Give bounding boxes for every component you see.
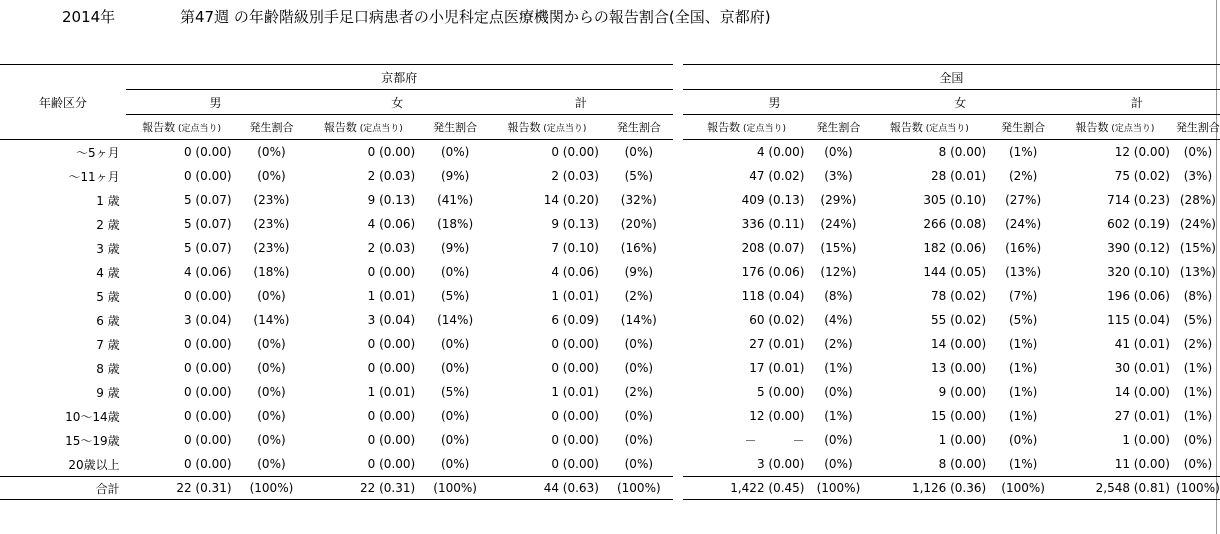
table-body [0,65,1220,500]
ratio-cell: (2%) [624,289,654,303]
region-header-national: 全国 [683,65,1220,90]
ratio-cell: (24%) [1179,217,1216,231]
report-count-cell: 4 (0.06) [551,265,599,279]
age-column-header: 年齢区分 [0,65,126,140]
table-row [0,404,1220,428]
ratio-cell: (0%) [624,361,654,375]
per-sentinel-label: (定点当り) [740,124,787,134]
table-row [0,380,1220,404]
column-gap [673,380,683,404]
column-gap [673,188,683,212]
per-sentinel-label: (定点当り) [922,124,969,134]
report-count-cell: － － [744,433,805,448]
ratio-cell: (0%) [824,433,853,447]
report-count-cell: 144 (0.05) [923,265,987,279]
ratio-cell: (0%) [440,409,470,423]
table-row [0,452,1220,477]
ratio-cell: (0%) [1183,457,1213,471]
report-count-cell: 196 (0.06) [1107,289,1170,303]
ratio-cell: (1%) [1183,361,1213,375]
report-count-cell: 12 (0.00) [1114,145,1170,159]
report-count-cell: 305 (0.10) [923,193,987,207]
ratio-cell: (8%) [1183,289,1213,303]
report-count-cell: 44 (0.63) [489,477,605,500]
ratio-cell: (9%) [624,265,654,279]
report-count-cell: 266 (0.08) [923,217,987,231]
ratio-cell: (14%) [620,313,657,327]
ratio-header: 発生割合 [992,115,1054,140]
ratio-cell: (0%) [257,145,286,159]
report-count-cell: 7 (0.10) [551,241,599,255]
report-count-cell: 176 (0.06) [741,265,805,279]
ratio-cell: (18%) [253,265,290,279]
ratio-cell: (3%) [824,169,853,183]
ratio-cell: (0%) [824,457,853,471]
report-count-cell: 41 (0.01) [1114,337,1170,351]
table-row [0,428,1220,452]
column-gap [673,308,683,332]
column-gap [673,284,683,308]
age-label: 7 歳 [96,337,120,352]
ratio-header: 発生割合 [810,115,866,140]
column-gap [673,115,683,140]
report-count-cell: 75 (0.02) [1114,169,1170,183]
age-label: 5 歳 [96,289,120,304]
report-count-cell: 1 (0.00) [938,433,987,447]
per-sentinel-label: (定点当り) [540,124,587,134]
age-label: 4 歳 [96,265,120,280]
column-gap [673,260,683,284]
age-label: 10～14歳 [65,409,120,424]
ratio-cell: (0%) [824,385,853,399]
table-row [0,140,1220,165]
ratio-cell: (14%) [437,313,474,327]
column-gap [673,90,683,115]
table-row [0,188,1220,212]
report-count-cell: 0 (0.00) [183,457,232,471]
table-row [0,284,1220,308]
report-count-cell: 8 (0.00) [938,457,987,471]
report-count-cell: 55 (0.02) [931,313,987,327]
ratio-cell: (9%) [440,241,470,255]
age-label: 2 歳 [96,217,120,232]
report-count-cell: 0 (0.00) [367,409,416,423]
sex-header-total: 計 [489,90,673,115]
reports-label: 報告数 [142,121,176,134]
report-count-cell: 9 (0.13) [551,217,599,231]
report-count-cell: 320 (0.10) [1107,265,1170,279]
report-count-cell: 0 (0.00) [367,457,416,471]
ratio-cell: (1%) [1008,337,1038,351]
report-count-cell: 1,422 (0.45) [683,477,811,500]
column-gap [673,236,683,260]
report-count-cell: 390 (0.12) [1107,241,1170,255]
total-label: 合計 [0,477,126,500]
report-count-cell: 0 (0.00) [183,289,232,303]
report-count-cell: 0 (0.00) [183,385,232,399]
report-count-cell: 0 (0.00) [551,457,599,471]
report-count-cell: 0 (0.00) [183,409,232,423]
ratio-cell: (15%) [1179,241,1216,255]
ratio-cell: (100%) [421,477,489,500]
report-count-cell: 0 (0.00) [551,409,599,423]
report-count-cell: 14 (0.20) [543,193,599,207]
report-count-cell: 15 (0.00) [931,409,987,423]
ratio-cell: (1%) [1008,361,1038,375]
report-count-cell: 22 (0.31) [305,477,421,500]
report-count-cell: 2 (0.03) [367,169,416,183]
ratio-cell: (0%) [257,169,286,183]
report-count-cell: 3 (0.04) [183,313,232,327]
ratio-header: 発生割合 [238,115,306,140]
table-row [0,332,1220,356]
report-count-cell: 78 (0.02) [931,289,987,303]
report-count-cell: 22 (0.31) [126,477,238,500]
ratio-cell: (1%) [1183,409,1213,423]
ratio-cell: (5%) [1183,313,1213,327]
ratio-cell: (1%) [824,361,853,375]
ratio-cell: (2%) [1008,169,1038,183]
report-count-cell: 4 (0.06) [367,217,416,231]
report-count-cell: 60 (0.02) [749,313,805,327]
ratio-cell: (0%) [824,145,853,159]
ratio-cell: (0%) [440,145,470,159]
ratio-cell: (15%) [820,241,857,255]
ratio-cell: (9%) [440,169,470,183]
table-row [0,236,1220,260]
ratio-cell: (0%) [440,433,470,447]
reports-per-sentinel-header [126,115,238,140]
column-gap [673,332,683,356]
sex-header-female: 女 [305,90,489,115]
ratio-cell: (0%) [624,145,654,159]
ratio-cell: (24%) [820,217,857,231]
ratio-cell: (1%) [1183,385,1213,399]
age-label: ～11ヶ月 [68,169,120,184]
ratio-cell: (5%) [440,385,470,399]
reports-per-sentinel-header [489,115,605,140]
report-count-cell: 5 (0.07) [183,241,232,255]
ratio-cell: (0%) [624,457,654,471]
report-count-cell: 27 (0.01) [1114,409,1170,423]
age-label: 1 歳 [96,193,120,208]
ratio-cell: (1%) [1008,457,1038,471]
ratio-cell: (100%) [1176,477,1220,500]
per-sentinel-label: (定点当り) [356,124,403,134]
per-sentinel-label: (定点当り) [1108,124,1155,134]
report-count-cell: 12 (0.00) [749,409,805,423]
report-count-cell: 9 (0.00) [938,385,987,399]
report-count-cell: 6 (0.09) [551,313,599,327]
ratio-cell: (23%) [253,193,290,207]
column-gap [673,452,683,477]
ratio-cell: (0%) [257,457,286,471]
report-count-cell: 1 (0.01) [367,289,416,303]
ratio-cell: (100%) [238,477,306,500]
report-count-cell: 0 (0.00) [367,145,416,159]
ratio-cell: (24%) [1005,217,1042,231]
ratio-cell: (16%) [1005,241,1042,255]
ratio-cell: (20%) [620,217,657,231]
ratio-cell: (2%) [1183,337,1213,351]
ratio-cell: (0%) [440,457,470,471]
ratio-cell: (0%) [257,409,286,423]
age-label: 9 歳 [96,385,120,400]
column-gap [673,212,683,236]
ratio-cell: (0%) [257,337,286,351]
report-count-cell: 0 (0.00) [551,337,599,351]
report-count-cell: 28 (0.01) [931,169,987,183]
report-count-cell: 47 (0.02) [749,169,805,183]
report-count-cell: 14 (0.00) [931,337,987,351]
ratio-cell: (3%) [1183,169,1213,183]
ratio-cell: (23%) [253,241,290,255]
age-label: ～5ヶ月 [76,145,120,160]
sex-header-male: 男 [126,90,306,115]
report-count-cell: 602 (0.19) [1107,217,1170,231]
column-gap [673,356,683,380]
title-bar [0,0,1220,40]
page-title: 第47週 の年齢階級別手足口病患者の小児科定点医療機関からの報告割合(全国、京都府) [180,8,771,26]
ratio-cell: (100%) [992,477,1054,500]
reports-per-sentinel-header [1054,115,1176,140]
report-count-cell: 0 (0.00) [551,361,599,375]
report-count-cell: 0 (0.00) [183,361,232,375]
ratio-cell: (32%) [620,193,657,207]
sex-header-total: 計 [1054,90,1220,115]
report-count-cell: 182 (0.06) [923,241,987,255]
age-label: 8 歳 [96,361,120,376]
ratio-cell: (29%) [820,193,857,207]
report-count-cell: 5 (0.00) [756,385,805,399]
ratio-header: 発生割合 [605,115,673,140]
ratio-cell: (4%) [824,313,853,327]
ratio-cell: (0%) [1183,433,1213,447]
report-count-cell: 14 (0.00) [1114,385,1170,399]
report-count-cell: 1 (0.01) [551,385,599,399]
reports-per-sentinel-header [305,115,421,140]
ratio-cell: (1%) [824,409,853,423]
reports-label: 報告数 [323,121,357,134]
ratio-cell: (0%) [624,409,654,423]
age-label: 20歳以上 [68,457,120,472]
report-count-cell: 4 (0.06) [183,265,232,279]
report-count-cell: 0 (0.00) [367,265,416,279]
sex-header-male: 男 [683,90,867,115]
report-count-cell: 8 (0.00) [938,145,987,159]
report-count-cell: 2 (0.03) [551,169,599,183]
ratio-cell: (23%) [253,217,290,231]
report-table [0,64,1220,500]
total-row [0,477,1220,500]
ratio-cell: (0%) [257,385,286,399]
report-count-cell: 17 (0.01) [749,361,805,375]
table-row [0,356,1220,380]
ratio-cell: (100%) [605,477,673,500]
column-gap [673,140,683,165]
ratio-cell: (12%) [820,265,857,279]
report-count-cell: 13 (0.00) [931,361,987,375]
ratio-cell: (0%) [624,433,654,447]
ratio-cell: (2%) [824,337,853,351]
ratio-cell: (13%) [1005,265,1042,279]
column-gap [673,404,683,428]
table-row [0,212,1220,236]
reports-label: 報告数 [1075,121,1109,134]
report-count-cell: 0 (0.00) [367,361,416,375]
ratio-cell: (7%) [1008,289,1038,303]
ratio-cell: (41%) [437,193,474,207]
report-count-cell: 11 (0.00) [1114,457,1170,471]
table-row [0,260,1220,284]
ratio-cell: (5%) [1008,313,1038,327]
reports-label: 報告数 [507,121,541,134]
report-count-cell: 1 (0.00) [1122,433,1170,447]
report-count-cell: 0 (0.00) [367,433,416,447]
age-label: 3 歳 [96,241,120,256]
column-gap [673,164,683,188]
report-count-cell: 27 (0.01) [749,337,805,351]
age-label: 15～19歳 [65,433,120,448]
ratio-cell: (0%) [257,361,286,375]
column-gap [673,65,683,90]
report-count-cell: 1,126 (0.36) [866,477,992,500]
ratio-cell: (18%) [437,217,474,231]
reports-per-sentinel-header [683,115,811,140]
per-sentinel-label: (定点当り) [175,124,222,134]
year-label: 2014年 [62,8,116,26]
ratio-cell: (27%) [1005,193,1042,207]
ratio-cell: (2%) [624,385,654,399]
ratio-cell: (0%) [440,265,470,279]
ratio-cell: (0%) [624,337,654,351]
report-count-cell: 0 (0.00) [183,169,232,183]
reports-label: 報告数 [889,121,923,134]
column-gap [673,477,683,500]
report-count-cell: 0 (0.00) [183,433,232,447]
report-count-cell: 118 (0.04) [741,289,805,303]
ratio-cell: (28%) [1179,193,1216,207]
report-count-cell: 336 (0.11) [741,217,805,231]
report-count-cell: 4 (0.00) [756,145,805,159]
sex-header-female: 女 [866,90,1054,115]
report-count-cell: 0 (0.00) [367,337,416,351]
ratio-cell: (13%) [1179,265,1216,279]
column-gap [673,428,683,452]
ratio-cell: (1%) [1008,409,1038,423]
report-count-cell: 5 (0.07) [183,193,232,207]
ratio-cell: (0%) [257,433,286,447]
report-count-cell: 2 (0.03) [367,241,416,255]
ratio-cell: (14%) [253,313,290,327]
region-header-kyoto: 京都府 [126,65,673,90]
report-count-cell: 2,548 (0.81) [1054,477,1176,500]
report-count-cell: 30 (0.01) [1114,361,1170,375]
ratio-cell: (0%) [1008,433,1038,447]
ratio-cell: (0%) [257,289,286,303]
ratio-cell: (1%) [1008,145,1038,159]
report-count-cell: 1 (0.01) [367,385,416,399]
ratio-header: 発生割合 [1176,115,1220,140]
report-count-cell: 0 (0.00) [551,145,599,159]
report-count-cell: 1 (0.01) [551,289,599,303]
age-label: 6 歳 [96,313,120,328]
report-count-cell: 115 (0.04) [1107,313,1170,327]
report-count-cell: 0 (0.00) [551,433,599,447]
report-count-cell: 9 (0.13) [367,193,416,207]
table-row [0,164,1220,188]
report-count-cell: 208 (0.07) [741,241,805,255]
ratio-cell: (16%) [620,241,657,255]
report-count-cell: 3 (0.00) [756,457,805,471]
ratio-cell: (1%) [1008,385,1038,399]
ratio-cell: (0%) [440,361,470,375]
ratio-header: 発生割合 [421,115,489,140]
ratio-cell: (0%) [440,337,470,351]
report-count-cell: 5 (0.07) [183,217,232,231]
ratio-cell: (5%) [624,169,654,183]
report-count-cell: 3 (0.04) [367,313,416,327]
ratio-cell: (5%) [440,289,470,303]
ratio-cell: (0%) [1183,145,1213,159]
report-count-cell: 409 (0.13) [741,193,805,207]
report-count-cell: 0 (0.00) [183,337,232,351]
reports-per-sentinel-header [866,115,992,140]
report-count-cell: 0 (0.00) [183,145,232,159]
report-count-cell: 714 (0.23) [1107,193,1170,207]
ratio-cell: (100%) [810,477,866,500]
reports-label: 報告数 [707,121,741,134]
ratio-cell: (8%) [824,289,853,303]
table-row [0,308,1220,332]
